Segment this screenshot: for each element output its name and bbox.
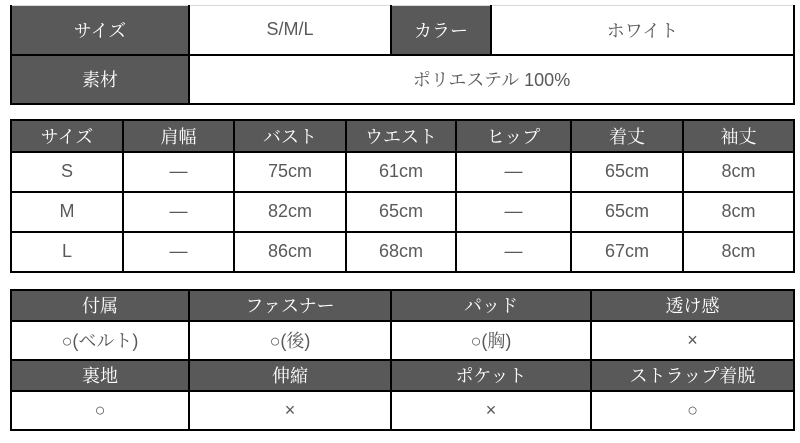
cell-waist: 68cm: [346, 232, 456, 272]
features-header-row-2: [11, 360, 794, 391]
cell-length: 65cm: [571, 192, 683, 232]
cell-size: S: [11, 152, 123, 192]
header-pad: パッド: [391, 290, 591, 321]
cell-shoulder: —: [123, 232, 234, 272]
features-header-row-1: [11, 290, 794, 321]
value-sheerness: ×: [591, 321, 794, 360]
cell-sleeve: 8cm: [683, 192, 794, 232]
cell-bust: 86cm: [234, 232, 346, 272]
value-lining: ○: [11, 391, 189, 430]
cell-waist: 65cm: [346, 192, 456, 232]
features-value-row-2: [11, 391, 794, 430]
features-value-row-1: [11, 321, 794, 360]
cell-sleeve: 8cm: [683, 232, 794, 272]
header-sheerness: 透け感: [591, 290, 794, 321]
cell-size: L: [11, 232, 123, 272]
cell-hip: —: [456, 232, 571, 272]
value-accessories: ○(ベルト): [11, 321, 189, 360]
value-fastener: ○(後): [189, 321, 391, 360]
measurements-header-row: [11, 120, 794, 152]
col-header-length: 着丈: [571, 120, 683, 152]
value-pocket: ×: [391, 391, 591, 430]
size-value-cell: S/M/L: [189, 6, 391, 55]
col-header-hip: ヒップ: [456, 120, 571, 152]
measurements-row-m: [11, 192, 794, 232]
col-header-bust: バスト: [234, 120, 346, 152]
value-strap-detachable: ○: [591, 391, 794, 430]
color-label-cell: カラー: [391, 6, 491, 55]
header-pocket: ポケット: [391, 360, 591, 391]
header-strap-detachable: ストラップ着脱: [591, 360, 794, 391]
cell-sleeve: 8cm: [683, 152, 794, 192]
header-lining: 裏地: [11, 360, 189, 391]
cell-bust: 82cm: [234, 192, 346, 232]
features-table: [10, 289, 795, 431]
col-header-sleeve-length: 袖丈: [683, 120, 794, 152]
measurements-table: [10, 119, 795, 273]
cell-size: M: [11, 192, 123, 232]
measurements-row-s: [11, 152, 794, 192]
cell-waist: 61cm: [346, 152, 456, 192]
cell-length: 65cm: [571, 152, 683, 192]
size-label-cell: サイズ: [11, 6, 189, 55]
color-value-cell: ホワイト: [491, 6, 794, 55]
value-pad: ○(胸): [391, 321, 591, 360]
header-fastener: ファスナー: [189, 290, 391, 321]
header-accessories: 付属: [11, 290, 189, 321]
cell-hip: —: [456, 192, 571, 232]
cell-shoulder: —: [123, 192, 234, 232]
size-color-material-table: [10, 5, 795, 105]
cell-bust: 75cm: [234, 152, 346, 192]
col-header-shoulder-width: 肩幅: [123, 120, 234, 152]
spec-row-size-color: [11, 6, 794, 55]
material-value-cell: ポリエステル 100%: [189, 55, 794, 104]
spec-row-material: [11, 55, 794, 104]
material-label-cell: 素材: [11, 55, 189, 104]
header-stretch: 伸縮: [189, 360, 391, 391]
col-header-size: サイズ: [11, 120, 123, 152]
measurements-row-l: [11, 232, 794, 272]
cell-length: 67cm: [571, 232, 683, 272]
value-stretch: ×: [189, 391, 391, 430]
col-header-waist: ウエスト: [346, 120, 456, 152]
cell-hip: —: [456, 152, 571, 192]
cell-shoulder: —: [123, 152, 234, 192]
